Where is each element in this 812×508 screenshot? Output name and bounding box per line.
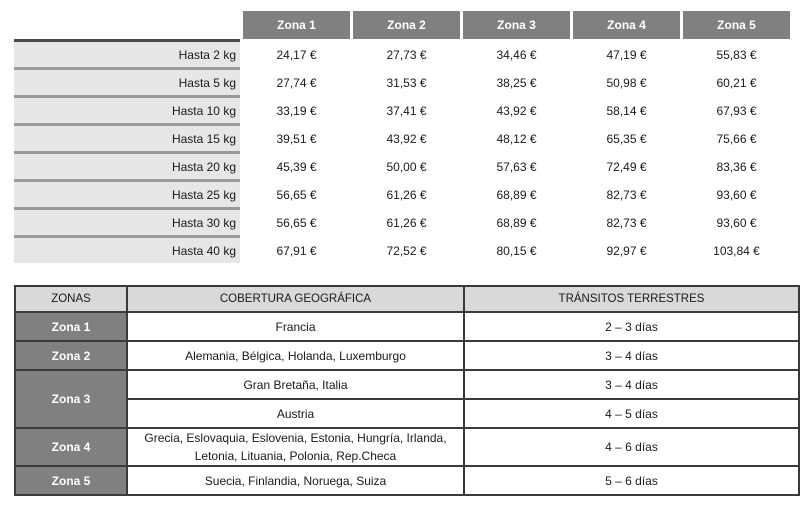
price-header-zona-4: Zona 4	[570, 11, 680, 39]
zone-transit: 5 – 6 días	[464, 466, 799, 495]
price-cell: 48,12 €	[460, 123, 570, 151]
price-row	[14, 95, 790, 123]
price-cell: 93,60 €	[680, 179, 790, 207]
zone-row	[15, 341, 799, 370]
price-row	[14, 235, 790, 263]
zone-transit: 3 – 4 días	[464, 341, 799, 370]
price-cell: 50,00 €	[350, 151, 460, 179]
price-cell: 43,92 €	[460, 95, 570, 123]
price-cell: 67,93 €	[680, 95, 790, 123]
price-cell: 43,92 €	[350, 123, 460, 151]
price-cell: 61,26 €	[350, 179, 460, 207]
price-header-row	[14, 11, 790, 39]
price-header-blank	[14, 11, 240, 39]
price-cell: 56,65 €	[240, 207, 350, 235]
price-cell: 57,63 €	[460, 151, 570, 179]
weight-label: Hasta 10 kg	[14, 95, 240, 123]
zone-transit: 4 – 6 días	[464, 428, 799, 466]
price-header-zona-1: Zona 1	[240, 11, 350, 39]
price-row	[14, 123, 790, 151]
price-cell: 65,35 €	[570, 123, 680, 151]
price-cell: 68,89 €	[460, 207, 570, 235]
weight-label: Hasta 15 kg	[14, 123, 240, 151]
price-cell: 83,36 €	[680, 151, 790, 179]
price-row	[14, 39, 790, 67]
price-cell: 72,49 €	[570, 151, 680, 179]
zone-coverage-line: Letonia, Lituania, Polonia, Rep.Checa	[194, 449, 397, 463]
zone-coverage-line: Grecia, Eslovaquia, Eslovenia, Estonia, Hungría, Irlanda,	[144, 431, 447, 445]
zone-coverage: Francia	[127, 312, 464, 341]
weight-label: Hasta 5 kg	[14, 67, 240, 95]
zone-name: Zona 2	[15, 341, 127, 370]
price-cell: 82,73 €	[570, 179, 680, 207]
price-cell: 24,17 €	[240, 39, 350, 67]
price-cell: 33,19 €	[240, 95, 350, 123]
price-cell: 27,73 €	[350, 39, 460, 67]
price-cell: 61,26 €	[350, 207, 460, 235]
cobertura-header: COBERTURA GEOGRÁFICA	[127, 286, 464, 312]
price-row	[14, 151, 790, 179]
price-cell: 68,89 €	[460, 179, 570, 207]
price-cell: 67,91 €	[240, 235, 350, 263]
price-header-zona-5: Zona 5	[680, 11, 790, 39]
zone-row	[15, 370, 799, 399]
zone-row	[15, 466, 799, 495]
price-cell: 60,21 €	[680, 67, 790, 95]
weight-label: Hasta 40 kg	[14, 235, 240, 263]
price-cell: 92,97 €	[570, 235, 680, 263]
weight-label: Hasta 30 kg	[14, 207, 240, 235]
price-cell: 80,15 €	[460, 235, 570, 263]
zone-row	[15, 399, 799, 428]
zone-coverage: Suecia, Finlandia, Noruega, Suiza	[127, 466, 464, 495]
zone-name: Zona 3	[15, 370, 127, 428]
price-cell: 39,51 €	[240, 123, 350, 151]
zone-transit: 4 – 5 días	[464, 399, 799, 428]
zone-name: Zona 4	[15, 428, 127, 466]
price-row	[14, 179, 790, 207]
zone-coverage: Austria	[127, 399, 464, 428]
zones-table	[14, 285, 800, 496]
price-cell: 103,84 €	[680, 235, 790, 263]
price-cell: 72,52 €	[350, 235, 460, 263]
zone-name: Zona 5	[15, 466, 127, 495]
price-table	[14, 11, 790, 263]
price-cell: 37,41 €	[350, 95, 460, 123]
zone-transit: 3 – 4 días	[464, 370, 799, 399]
price-cell: 55,83 €	[680, 39, 790, 67]
zonas-header: ZONAS	[15, 286, 127, 312]
price-cell: 93,60 €	[680, 207, 790, 235]
price-cell: 34,46 €	[460, 39, 570, 67]
zone-coverage: Alemania, Bélgica, Holanda, Luxemburgo	[127, 341, 464, 370]
weight-label: Hasta 20 kg	[14, 151, 240, 179]
weight-label: Hasta 2 kg	[14, 39, 240, 67]
zone-row	[15, 428, 799, 466]
zone-row	[15, 312, 799, 341]
price-cell: 58,14 €	[570, 95, 680, 123]
transitos-header: TRÁNSITOS TERRESTRES	[464, 286, 799, 312]
zone-coverage	[127, 428, 464, 466]
zone-coverage: Gran Bretaña, Italia	[127, 370, 464, 399]
zone-transit: 2 – 3 días	[464, 312, 799, 341]
price-cell: 27,74 €	[240, 67, 350, 95]
price-cell: 50,98 €	[570, 67, 680, 95]
price-header-zona-2: Zona 2	[350, 11, 460, 39]
price-row	[14, 207, 790, 235]
price-cell: 82,73 €	[570, 207, 680, 235]
zone-name: Zona 1	[15, 312, 127, 341]
price-header-zona-3: Zona 3	[460, 11, 570, 39]
price-cell: 45,39 €	[240, 151, 350, 179]
price-cell: 31,53 €	[350, 67, 460, 95]
price-row	[14, 67, 790, 95]
price-cell: 47,19 €	[570, 39, 680, 67]
zones-header-row	[15, 286, 799, 312]
weight-label: Hasta 25 kg	[14, 179, 240, 207]
price-cell: 75,66 €	[680, 123, 790, 151]
price-cell: 38,25 €	[460, 67, 570, 95]
price-cell: 56,65 €	[240, 179, 350, 207]
